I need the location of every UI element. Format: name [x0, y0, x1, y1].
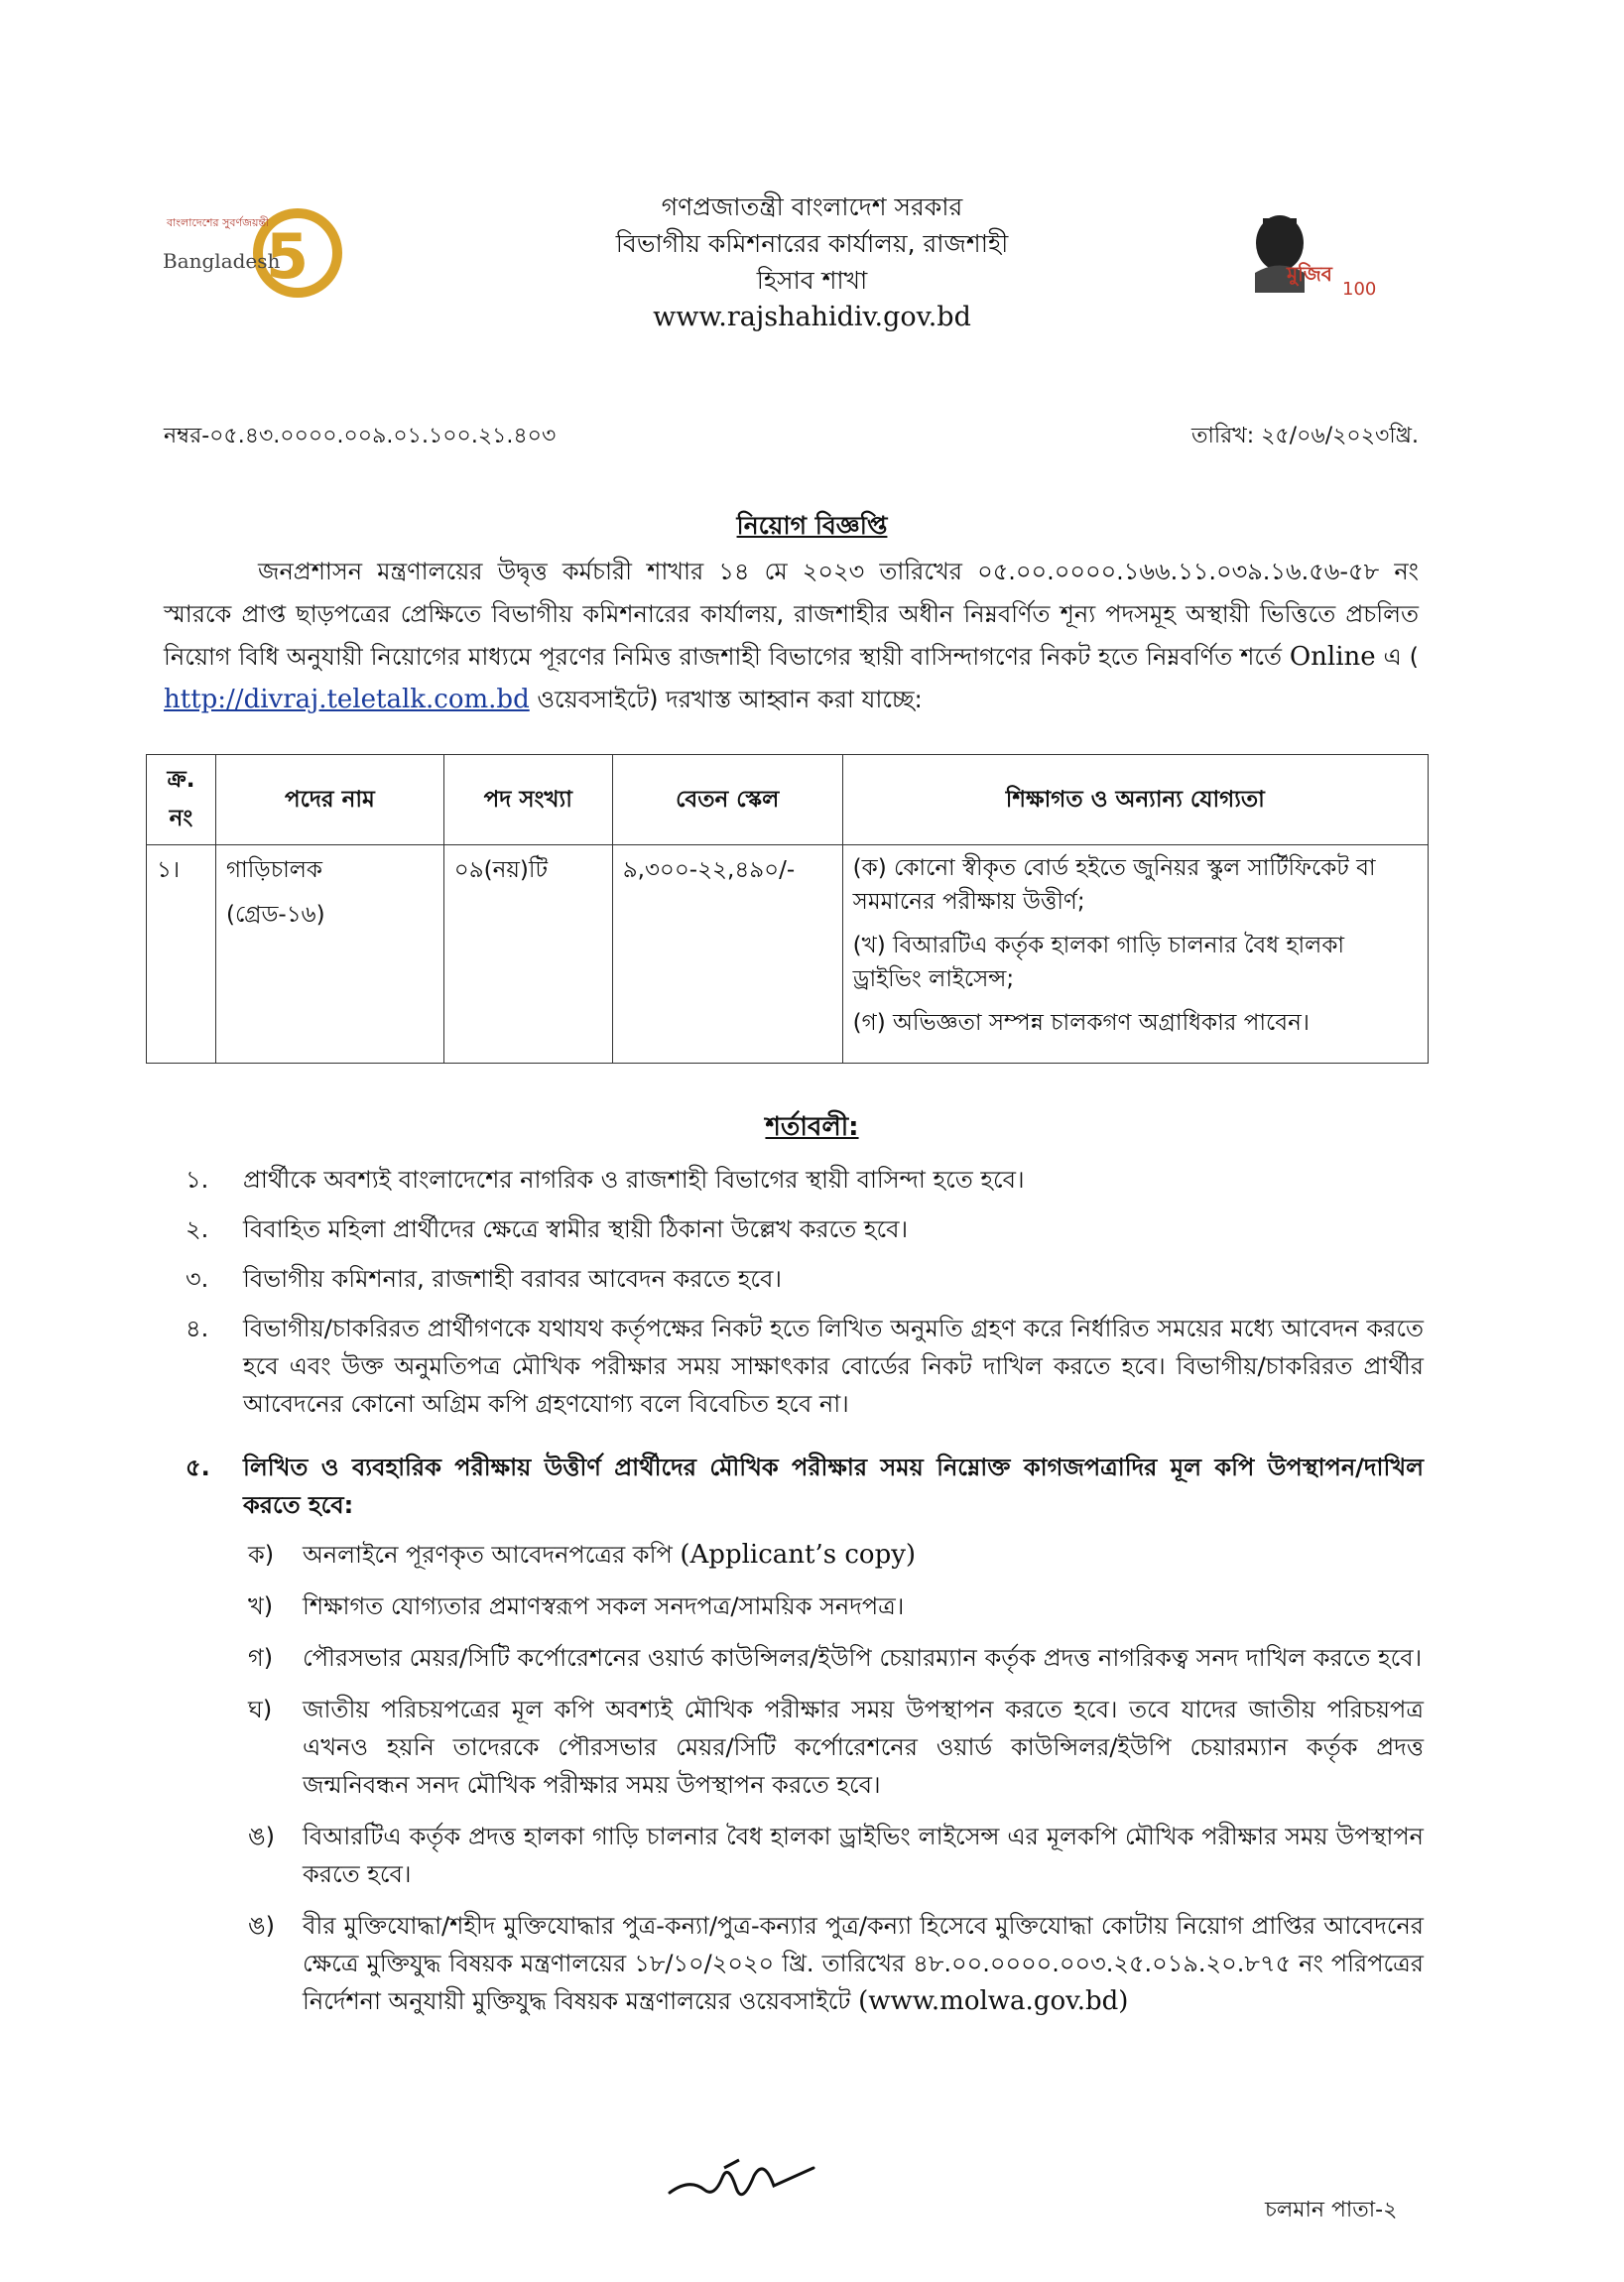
- header-qualification: শিক্ষাগত ও অন্যান্য যোগ্যতা: [842, 755, 1428, 845]
- list-item: খ) শিক্ষাগত যোগ্যতার প্রমাণস্বরূপ সকল সনদপত্র/সাময়িক সনদপত্র।: [248, 1592, 905, 1620]
- qualification-item: (খ) বিআরটিএ কর্তৃক হালকা গাড়ি চালনার বৈধ হালকা ড্রাইভিং লাইসেন্স;: [852, 933, 1345, 992]
- notice-title: নিয়োগ বিজ্ঞপ্তি: [736, 511, 888, 540]
- intro-paragraph: [164, 551, 1419, 721]
- svg-text:মুজিব: মুজিব: [1287, 262, 1332, 286]
- qualification-item: (গ) অভিজ্ঞতা সম্পন্ন চালকগণ অগ্রাধিকার পাবেন।: [852, 1010, 1311, 1036]
- list-item: ক) অনলাইনে পূরণকৃত আবেদনপত্রের কপি (Applicant’s copy): [248, 1540, 917, 1570]
- intro-text-3: ওয়েবসাইটে) দরখাস্ত আহ্বান করা যাচ্ছে:: [537, 686, 923, 713]
- cell-pay-scale: ৯,৩০০-২২,৪৯০/-: [612, 845, 842, 1064]
- condition-item: ৩. বিভাগীয় কমিশনার, রাজশাহী বরাবর আবেদন করতে হবে।: [186, 1265, 782, 1293]
- header-pay-scale: বেতন স্কেল: [612, 755, 842, 845]
- post-grade: (গ্রেড-১৬): [225, 902, 325, 928]
- condition-item: ৪. বিভাগীয়/চাকরিরত প্রার্থীগণকে যথাযথ কর্তৃপক্ষের নিকট হতে লিখিত অনুমতি গ্রহণ করে নির্ধারিত সময়ের মধ্যে আবেদন করতে হবে এবং উক্ত অনুমতিপত্র মৌখিক পরীক্ষার সময় সাক্ষাৎকার বোর্ডের নিকট দাখিল করতে হবে। বিভাগীয়/চাকরিরত প্রার্থীর আবেদনের কোনো অগ্রিম কপি গ্রহণযোগ্য বলে বিবেচিত হবে না।: [186, 1315, 1424, 1418]
- conditions-title: শর্তাবলী:: [765, 1112, 859, 1142]
- cell-post-name: [215, 845, 443, 1064]
- document-list: [213, 1536, 1424, 2020]
- list-item: গ) পৌরসভার মেয়র/সিটি কর্পোরেশনের ওয়ার্ড কাউন্সিলর/ইউপি চেয়ারম্যান কর্তৃক প্রদত্ত নাগরিকত্ব সনদ দাখিল করতে হবে।: [248, 1644, 1423, 1672]
- cell-qualification: [842, 845, 1428, 1064]
- condition-item: ২. বিবাহিত মহিলা প্রার্থীদের ক্ষেত্রে স্বামীর স্থায়ী ঠিকানা উল্লেখ করতে হবে।: [186, 1215, 909, 1243]
- office-website: www.rajshahidiv.gov.bd: [653, 302, 971, 332]
- online-word: Online: [1289, 642, 1376, 672]
- government-name: গণপ্রজাতন্ত্রী বাংলাদেশ সরকার: [661, 192, 963, 221]
- cell-serial: ১।: [147, 845, 216, 1064]
- list-item: ঙ) বিআরটিএ কর্তৃক প্রদত্ত হালকা গাড়ি চালনার বৈধ হালকা ড্রাইভিং লাইসেন্স এর মূলকপি মৌখিক পরীক্ষার সময় উপস্থাপন করতে হবে।: [248, 1823, 1424, 1888]
- memo-line: [164, 419, 1419, 455]
- office-name: বিভাগীয় কমিশনারের কার্যালয়, রাজশাহী: [615, 229, 1009, 258]
- svg-text:Bangladesh: Bangladesh: [163, 249, 281, 273]
- memo-number: নম্বর-০৫.৪৩.০০০০.০০৯.০১.১০০.২১.৪০৩: [164, 424, 557, 448]
- table-header-row: [147, 755, 1429, 845]
- intro-text: জনপ্রশাসন মন্ত্রণালয়ের উদ্বৃত্ত কর্মচারী শাখার ১৪ মে ২০২৩ তারিখের ০৫.০০.০০০০.১৬৬.১১.০৩৯.১৬.৫৬-৫৮ নং স্মারকে প্রাপ্ত ছাড়পত্রের প্রেক্ষিতে বিভাগীয় কমিশনারের কার্যালয়, রাজশাহীর অধীন নিম্নবর্ণিত শূন্য পদসমূহ অস্থায়ী ভিত্তিতে প্রচলিত নিয়োগ বিধি অনুযায়ী নিয়োগের মাধ্যমে পূরণের নিমিত্ত রাজশাহী বিভাগের স্থায়ী বাসিন্দাগণের নিকট হতে নিম্নবর্ণিত শর্তে: [164, 558, 1419, 671]
- memo-date: তারিখ: ২৫/০৬/২০২৩খ্রি.: [1190, 424, 1419, 448]
- svg-text:100: 100: [1342, 279, 1377, 300]
- posts-table: [146, 754, 1429, 1064]
- teletalk-link[interactable]: http://divraj.teletalk.com.bd: [164, 685, 530, 714]
- cell-post-count: ০৯(নয়)টি: [443, 845, 612, 1064]
- section-name: হিসাব শাখা: [756, 266, 868, 295]
- header-serial: ক্র. নং: [147, 755, 216, 845]
- list-item: ঘ) জাতীয় পরিচয়পত্রের মূল কপি অবশ্যই মৌখিক পরীক্ষার সময় উপস্থাপন করতে হবে। তবে যাদের জাতীয় পরিচয়পত্র এখনও হয়নি তাদেরকে পৌরসভার মেয়র/সিটি কর্পোরেশনের ওয়ার্ড কাউন্সিলর/ইউপি চেয়ারম্যান কর্তৃক প্রদত্ত জন্মনিবন্ধন সনদ মৌখিক পরীক্ষার সময় উপস্থাপন করতে হবে।: [248, 1696, 1424, 1799]
- condition-item: ৫. লিখিত ও ব্যবহারিক পরীক্ষায় উত্তীর্ণ প্রার্থীদের মৌখিক পরীক্ষার সময় নিম্নোক্ত কাগজপত্রাদির মূল কপি উপস্থাপন/দাখিল করতে হবে:: [186, 1454, 1424, 1519]
- header-post-count: পদ সংখ্যা: [443, 755, 612, 845]
- signature: [665, 2148, 823, 2218]
- list-item: ঙ) বীর মুক্তিযোদ্ধা/শহীদ মুক্তিযোদ্ধার পুত্র-কন্যা/পুত্র-কন্যার পুত্র/কন্যা হিসেবে মুক্তিযোদ্ধা কোটায় নিয়োগ প্রাপ্তির আবেদনের ক্ষেত্রে মুক্তিযুদ্ধ বিষয়ক মন্ত্রণালয়ের ১৮/১০/২০২০ খ্রি. তারিখের ৪৮.০০.০০০০.০০৩.২৫.০১৯.২০.৮৭৫ নং পরিপত্রের নির্দেশনা অনুযায়ী মুক্তিযুদ্ধ বিষয়ক মন্ত্রণালয়ের ওয়েবসাইটে (www.molwa.gov.bd): [248, 1912, 1424, 2016]
- continuation-note: চলমান পাতা-২: [1265, 2198, 1398, 2222]
- svg-text:5: 5: [266, 220, 310, 293]
- header-post-name: পদের নাম: [215, 755, 443, 845]
- letterhead: [0, 189, 1624, 335]
- qualification-item: (ক) কোনো স্বীকৃত বোর্ড হইতে জুনিয়র স্কুল সার্টিফিকেট বা সমমানের পরীক্ষায় উত্তীর্ণ;: [852, 855, 1376, 915]
- conditions-list: [174, 1161, 1424, 2034]
- post-name: গাড়িচালক: [225, 857, 323, 883]
- table-row: [147, 845, 1429, 1064]
- svg-text:বাংলাদেশের সুবর্ণজয়ন্তী: বাংলাদেশের সুবর্ণজয়ন্তী: [167, 216, 270, 229]
- intro-text-2: এ (: [1383, 643, 1420, 671]
- condition-item: ১. প্রার্থীকে অবশ্যই বাংলাদেশের নাগরিক ও রাজশাহী বিভাগের স্থায়ী বাসিন্দা হতে হবে।: [186, 1166, 1025, 1194]
